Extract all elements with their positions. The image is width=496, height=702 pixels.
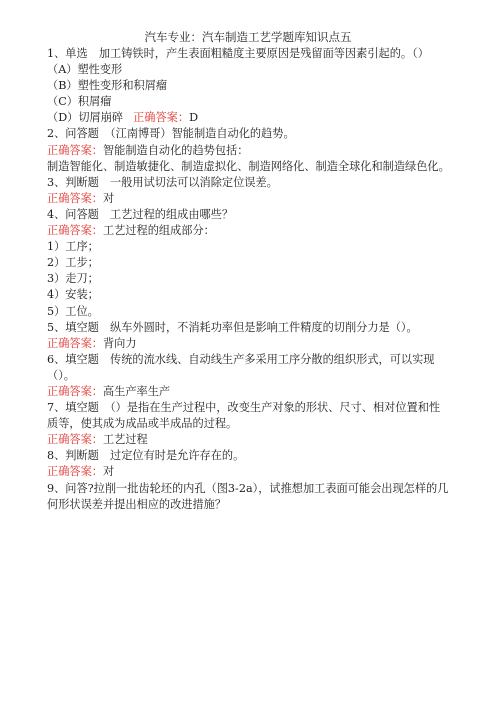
question-1-option-b: （B）塑性变形和积屑瘤 <box>47 79 168 93</box>
question-5-answer-row <box>47 336 451 352</box>
answer-label: 正确答案： <box>47 143 103 157</box>
question-3-answer: 对 <box>102 191 115 205</box>
question-4-answer-row <box>47 223 451 239</box>
answer-label: 正确答案： <box>47 465 103 479</box>
answer-label: 正确答案： <box>47 191 103 205</box>
question-1-option-d: （D）切屑崩碎 <box>47 111 124 125</box>
question-6-answer-row <box>47 384 451 400</box>
question-5-answer: 背向力 <box>102 336 137 350</box>
question-1-option-d-row <box>47 110 451 126</box>
question-8-answer: 对 <box>102 465 115 479</box>
question-4-item-4: 4）安装； <box>47 288 99 302</box>
question-8-answer-row <box>47 464 451 480</box>
question-1-stem: 1、单选 加工铸铁时，产生表面粗糙度主要原因是残留面等因素引起的。（） <box>47 47 429 60</box>
question-1-option-a: （A）塑性变形 <box>47 63 123 77</box>
question-3-answer-row <box>47 191 451 207</box>
question-2-answer-line-1: 智能制造自动化的趋势包括： <box>102 143 249 157</box>
answer-label: 正确答案： <box>47 336 103 350</box>
question-6-answer: 高生产率生产 <box>102 384 171 398</box>
answer-label: 正确答案： <box>47 384 103 398</box>
question-6-stem: 6、填空题 传统的流水线、自动线生产多采用工序分散的组织形式，可以实现（）。 <box>47 352 435 382</box>
question-7-answer: 工艺过程 <box>102 433 148 447</box>
question-1-option-c: （C）积屑瘤 <box>47 95 112 109</box>
question-4-item-1: 1）工序； <box>47 240 99 254</box>
question-4-item-3: 3）走刀； <box>47 272 99 286</box>
question-4-answer: 工艺过程的组成部分： <box>102 224 215 238</box>
question-2-answer-line-2: 制造智能化、制造敏捷化、制造虚拟化、制造网络化、制造全球化和制造绿色化。 <box>47 159 450 173</box>
question-2-answer-row <box>47 143 451 159</box>
question-1-answer: D <box>189 111 199 125</box>
question-4-item-2: 2）工步； <box>47 256 99 270</box>
question-4-item-5: 5）工位。 <box>47 304 99 318</box>
question-8-stem: 8、判断题 过定位有时是允许存在的。 <box>47 449 245 463</box>
answer-label: 正确答案： <box>133 111 190 125</box>
question-list <box>47 46 451 513</box>
question-7-stem: 7、填空题 （）是指在生产过程中，改变生产对象的形状、尺寸、相对位置和性质等，使其成为成品或半成品的过程。 <box>47 401 441 431</box>
question-4-stem: 4、问答题 工艺过程的组成由哪些？ <box>47 207 234 221</box>
document-title: 汽车专业：汽车制造工艺学题库知识点五 <box>144 30 352 44</box>
answer-label: 正确答案： <box>47 224 103 238</box>
question-2-stem: 2、问答题 （江南博哥）智能制造自动化的趋势。 <box>47 127 295 141</box>
question-9-stem: 9、问答?拉削一批齿轮坯的内孔（图3-2a），试推想加工表面可能会出现怎样的几何形状误差并提出相应的改进措施？ <box>47 481 449 511</box>
question-3-stem: 3、判断题 一般用试切法可以消除定位误差。 <box>47 175 278 189</box>
question-5-stem: 5、填空题 纵车外圆时，不消耗功率但是影响工件精度的切削分力是（）。 <box>47 320 418 334</box>
answer-label: 正确答案： <box>47 433 103 447</box>
question-7-answer-row <box>47 432 451 448</box>
